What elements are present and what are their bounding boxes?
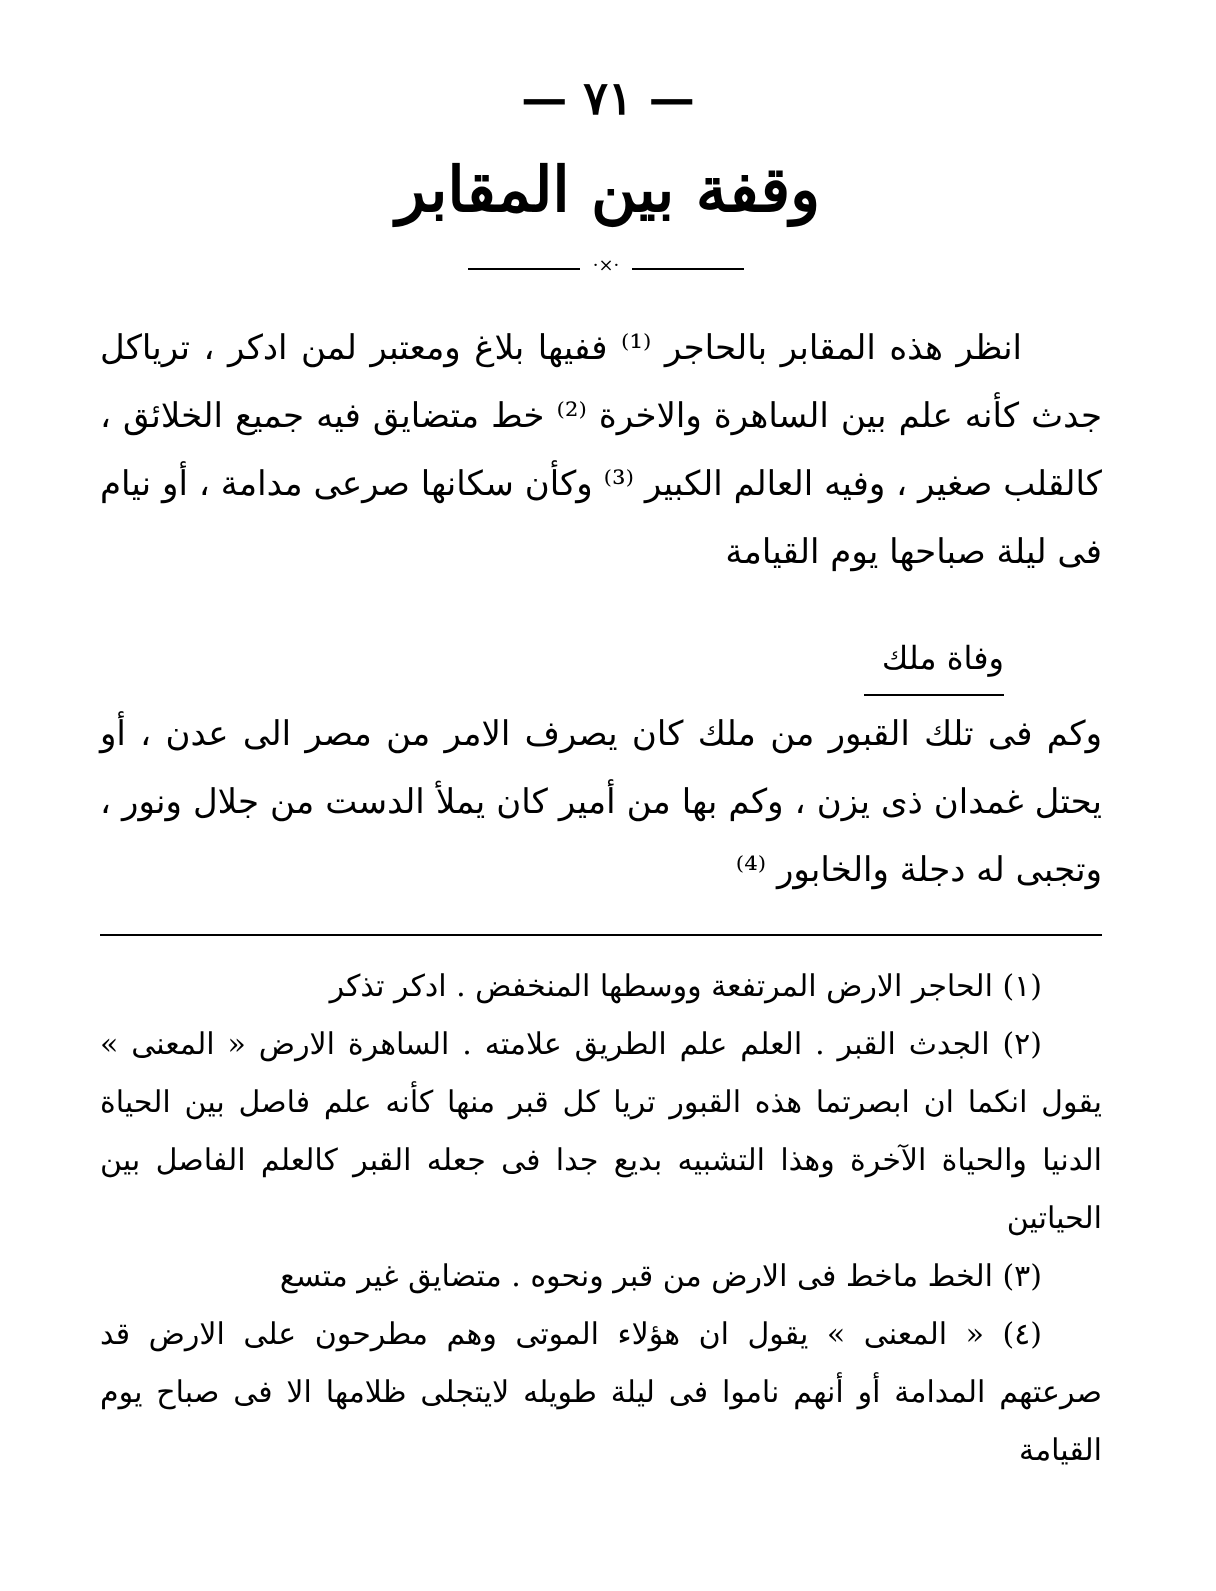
footnote-2: (٢) الجدث القبر . العلم علم الطريق علامته . الساهرة الارض « المعنى » يقول انكما ان ابصرتما هذه القبور تريا كل قبر منها كأنه علم فاصل بين الحياة الدنيا والحياة الآخرة وهذا التشبيه بديع جدا فى جعله القبر كالعلم الفاصل بين الحياتين — [100, 1027, 1102, 1236]
footnote-divider — [100, 934, 1102, 936]
ornament-rule-left — [468, 268, 580, 270]
title-ornament — [468, 255, 744, 276]
page-number: — ٧١ — — [521, 71, 695, 125]
footnotes — [100, 958, 1102, 1480]
section-subheading: وفاة ملك — [864, 630, 1004, 696]
footnote-3: (٣) الخط ماخط فى الارض من قبر ونحوه . متضايق غير متسع — [279, 1259, 1042, 1294]
ornament-rule-right — [632, 268, 744, 270]
body-paragraph-1: انظر هذه المقابر بالحاجر ⁽¹⁾ ففيها بلاغ ومعتبر لمن ادكر ، ترياكل جدث كأنه علم بين الساهرة والاخرة ⁽²⁾ خط متضايق فيه جميع الخلائق ، كالقلب صغير ، وفيه العالم الكبير ⁽³⁾ وكأن سكانها صرعى مدامة ، أو نيام فى ليلة صباحها يوم القيامة — [100, 328, 1102, 572]
page-title: وقفة بين المقابر — [395, 153, 821, 226]
body-paragraph-2: وكم فى تلك القبور من ملك كان يصرف الامر من مصر الى عدن ، أو يحتل غمدان ذى يزن ، وكم بها من أمير كان يملأ الدست من جلال ونور ، وتجبى له دجلة والخابور ⁽⁴⁾ — [100, 714, 1102, 890]
ornament-mark: ·×· — [592, 255, 620, 276]
footnote-4: (٤) « المعنى » يقول ان هؤلاء الموتى وهم مطرحون على الارض قد صرعتهم المدامة أو أنهم ناموا فى ليلة طويله لايتجلى ظلامها الا فى صباح يوم القيامة — [100, 1317, 1102, 1468]
footnote-1: (١) الحاجر الارض المرتفعة ووسطها المنخفض . ادكر تذكر — [329, 969, 1042, 1004]
